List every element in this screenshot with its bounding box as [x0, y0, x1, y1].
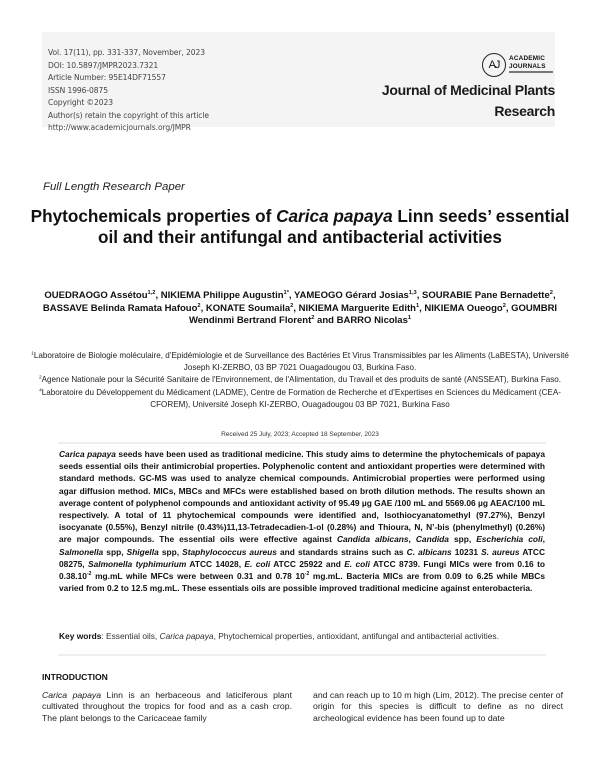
abstract-bottom-divider: [58, 654, 546, 656]
author: NIKIEMA Oueogo: [424, 302, 503, 314]
separator: ,: [288, 290, 295, 301]
text: and standards strains such as: [276, 546, 407, 557]
text: spp,: [158, 546, 183, 557]
affiliation-text: Laboratoire de Biologie moléculaire, d’Epidémiologie et de Surveillance des Bactéries Et Virus Transmissibles par les Aliments (LaBESTA), Université Joseph KI-ZERBO, 03 BP 7021 Ouagadougou 03, Burkina Faso.: [33, 351, 569, 373]
text: ATCC 8739. Fungi MICs were from 0.16 to 0.38.10: [59, 558, 545, 582]
body-text: Linn is an herbaceous and laticiferous plant cultivated throughout the tropics for food and as a cash crop. The plant belongs to the Caricaceae family: [42, 690, 292, 723]
affiliation-4: [30, 387, 570, 411]
issn: ISSN 1996-0875: [48, 85, 108, 95]
author-affiliation-marker: 1,2: [147, 289, 156, 296]
affiliations: [30, 350, 570, 411]
abstract-sentence: seeds have been used as traditional medicine. This study aims to determine the phytochemicals of papaya seeds essential oils their antimicrobial properties. Polyphenolic content and antioxidant properties were determined with standard methods. GC-MS was used to analyze chemical compounds. Antimicrobial properties were performed using agar diffusion method. MICs, MBCs and MFCs were established based on broth dilution methods. The results shown an average content of polyphenol compounds and antioxidant activity of 95.49 µg GAE /100 mL and 5569.06 µg AEAC/100 mL respectively. A total of 11 phytochemical compounds were identified and, Isothiocyanatomethyl (97.27%), Benzyl isocyanate (0.55%), Benzyl nitrile (0.43%)11,13-Tetradecadien-1-ol (0.28%) and Thioura, N, N’-bis (phenylmethyl) (0.26%) are major compounds. The essential oils were effective against: [59, 449, 545, 545]
organism-name: Staphylococcus aureus: [182, 546, 277, 557]
text: ATCC 14028,: [186, 558, 245, 569]
author: BARRO Nicolas: [336, 315, 408, 327]
title-part-1: Phytochemicals properties of: [30, 206, 277, 226]
article-number: Article Number: 95E14DF71557: [48, 73, 166, 82]
text: ,: [542, 534, 545, 545]
exponent: -2: [86, 571, 92, 578]
keyword: Carica papaya: [159, 631, 214, 641]
organism-name: Candida: [415, 534, 449, 545]
copyright-notice: Author(s) retain the copyright of this article: [48, 110, 209, 120]
separator: ,: [293, 302, 299, 314]
separator: ,: [200, 302, 206, 314]
abstract-top-divider: [58, 442, 546, 444]
author: BASSAVE Belinda Ramata Hafouo: [42, 302, 198, 314]
exponent: -2: [304, 571, 310, 578]
abstract: [59, 448, 545, 594]
journal-title: [382, 80, 555, 122]
author: KONATE Soumaila: [205, 302, 291, 314]
author-affiliation-marker: 2: [290, 302, 294, 309]
separator: ,: [505, 302, 512, 314]
organism-name: Salmonella typhimurium: [88, 558, 187, 569]
keyword: Essential oils,: [106, 631, 160, 641]
separator: and: [314, 315, 337, 327]
body-column-left: [42, 690, 292, 724]
journal-title-line-2: Research: [494, 103, 555, 119]
keywords-label: Key words: [59, 631, 102, 641]
paper-type: Full Length Research Paper: [43, 181, 185, 193]
author-affiliation-marker: 1*: [283, 289, 289, 296]
author-affiliation-marker: 2: [197, 302, 201, 309]
section-heading-introduction: INTRODUCTION: [42, 672, 108, 682]
academic-journals-logo: [482, 51, 562, 81]
affiliation-2: [30, 374, 570, 386]
logo-wordmark: [509, 55, 546, 70]
title-part-2: Linn seeds’ essential oil and their antifungal and antibacterial activities: [98, 206, 570, 247]
affiliation-number: 4: [39, 387, 42, 393]
author-affiliation-marker: 1: [415, 302, 420, 309]
organism-name: C. albicans: [406, 546, 452, 557]
text: ATCC 08275,: [59, 546, 545, 569]
author: OUEDRAOGO Assétou: [44, 290, 148, 301]
received-accepted-dates: Received 25 July, 2023; Accepted 18 September, 2023: [221, 431, 379, 438]
author: NIKIEMA Philippe Augustin: [160, 290, 284, 301]
keywords: [59, 630, 545, 642]
copyright: Copyright ©2023: [48, 98, 113, 107]
affiliation-number: 1: [31, 351, 34, 357]
author-affiliation-marker: 2: [311, 315, 315, 322]
text: mg.mL while MFCs were between 0.31 and 0.78 10: [91, 571, 305, 582]
author: SOURABIE Pane Bernadette: [422, 290, 550, 301]
organism-name: E. coli: [344, 558, 370, 569]
organism-name: Escherichia coli: [476, 534, 543, 545]
separator: ,: [155, 290, 161, 301]
text: ATCC 25922 and: [270, 558, 345, 569]
separator: ,: [552, 290, 556, 301]
separator: ,: [416, 290, 422, 301]
logo-line-2: JOURNALS: [509, 62, 546, 70]
species-name: Carica papaya: [42, 690, 102, 700]
affiliation-text: Agence Nationale pour la Sécurité Sanitaire de l'Environnement, de l'Alimentation, du Travail et des produits de santé (ANSSEAT), Burkina Faso.: [41, 375, 562, 385]
text: mg.mL. Bacteria MICs are from 0.09 to 6.25 while MBCs varied from 0.2 to 12.5 mg.mL. These essentials oils are possible improved traditional medicine against enterobacteria.: [59, 571, 545, 594]
body-column-right: and can reach up to 10 m high (Lim, 2012). The precise center of origin for this species is difficult to define as no direct archeological evidence has been found up to date: [313, 690, 563, 723]
doi: DOI: 10.5897/JMPR2023.7321: [48, 60, 159, 70]
organism-name: E. coli: [244, 558, 271, 569]
paper-title: [30, 206, 570, 247]
affiliation-text: Laboratoire du Développement du Médicament (LADME), Centre de Formation de Recherche et d’Expertises en Sciences du Médicament (CEA-CFOREM), Université Joseph KI-ZERBO, Ouagadougou 03 BP 7021, Burkina Faso: [41, 387, 561, 409]
text: ,: [408, 534, 416, 545]
author: GOUMBRI Wendinmi Bertrand Florent: [188, 302, 558, 327]
species-name: Carica papaya: [59, 449, 116, 459]
author-affiliation-marker: 2: [549, 289, 553, 296]
journal-title-line-1: Journal of Medicinal Plants: [381, 82, 555, 98]
author-affiliation-marker: 1,3: [408, 289, 417, 296]
logo-line-1: ACADEMIC: [509, 55, 546, 62]
text: 10231: [451, 546, 482, 557]
article-metadata: [48, 47, 209, 135]
keyword: , Phytochemical properties, antioxidant, antifungal and antibacterial activities.: [213, 631, 499, 641]
author-list: [30, 290, 570, 328]
organism-name: Candida albicans: [336, 534, 409, 545]
separator: ,: [419, 302, 425, 314]
author-affiliation-marker: 2: [502, 302, 506, 309]
logo-tagline: [509, 71, 553, 73]
affiliation-number: 2: [38, 375, 42, 381]
author-affiliation-marker: 1: [407, 315, 412, 322]
text: spp,: [103, 546, 127, 557]
abstract-text: [59, 448, 545, 594]
organism-name: Shigella: [126, 546, 159, 557]
affiliation-1: [30, 350, 570, 374]
organism-name: S. aureus: [481, 546, 520, 557]
organism-name: Salmonella: [59, 546, 104, 557]
text: spp,: [448, 534, 477, 545]
aj-logo-icon: AJ: [482, 53, 506, 77]
text: :: [101, 631, 107, 641]
author: NIKIEMA Marguerite Edith: [298, 302, 416, 314]
author: YAMEOGO Gérard Josias: [294, 290, 409, 301]
journal-url[interactable]: http://www.academicjournals.org/JMPR: [48, 123, 191, 132]
volume-info: Vol. 17(11), pp. 331-337, November, 2023: [48, 48, 205, 57]
title-species: Carica papaya: [276, 206, 393, 226]
